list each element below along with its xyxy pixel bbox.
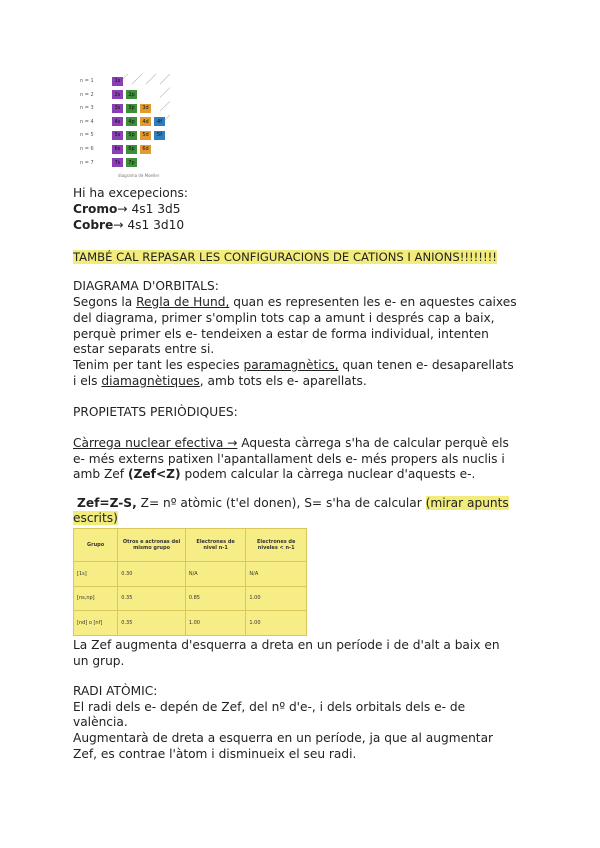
diagram-row <box>80 117 168 127</box>
orbital-cell: 2p <box>126 90 137 99</box>
text-span: Aquesta càrrega s'ha de calcular perquè els <box>237 436 509 450</box>
orbital-cell: 6d <box>140 145 151 154</box>
orbital-cell: 4f <box>154 117 165 126</box>
table-cell: 1.00 <box>185 611 246 636</box>
orbital-cell: 3s <box>112 104 123 113</box>
text-span: Tenim per tant les especies <box>73 358 244 372</box>
zef-inequality: (Zef<Z) <box>127 467 181 481</box>
text-span: quan tenen e- desaparellats <box>338 358 514 372</box>
text-span: amb Zef <box>73 467 128 481</box>
paramagnetic-term: paramagnètics, <box>243 358 339 372</box>
shell-label: n = 3 <box>80 105 94 112</box>
radius-line-3: Augmentarà de dreta a esquerra en un període, ja que al augmentar <box>73 731 494 745</box>
cobre-arrow: → <box>113 218 124 232</box>
filling-arrow <box>160 74 170 84</box>
exception-cromo <box>73 202 180 218</box>
text-span: quan es representen les e- en aquestes caixes <box>229 295 517 309</box>
orbital-cell: 5d <box>140 131 151 140</box>
exception-cobre <box>73 218 184 234</box>
diagram-row <box>80 103 154 113</box>
orbital-cell: 7s <box>112 158 123 167</box>
table-cell: 0.85 <box>185 586 246 611</box>
zef-formula <box>77 496 509 512</box>
periodic-heading: PROPIETATS PERIÒDIQUES: <box>73 405 238 419</box>
filling-arrow <box>160 88 170 98</box>
formula-highlight: (mirar apunts <box>425 496 509 510</box>
text-span: i els <box>73 374 102 388</box>
diagram-row <box>80 158 140 168</box>
highlight-note <box>73 250 497 266</box>
table-header: Grupo <box>74 529 118 562</box>
text-span: podem calcular la càrrega nuclear d'aquests e-. <box>180 467 476 481</box>
orbitals-line-1 <box>73 295 517 311</box>
diagram-row <box>80 76 126 86</box>
text-span: Segons la <box>73 295 137 309</box>
exceptions-intro: Hi ha excepecions: <box>73 186 188 200</box>
orbital-cell: 4p <box>126 117 137 126</box>
orbital-cell: 5p <box>126 131 137 140</box>
table-cell: [ns,np] <box>74 586 118 611</box>
orbital-cell: 5s <box>112 131 123 140</box>
table-header: Electrones de niveles < n-1 <box>246 529 307 562</box>
table-cell: N/A <box>185 562 246 587</box>
orbitals-heading: DIAGRAMA D'ORBITALS: <box>73 279 219 293</box>
diamagnetic-term: diamagnètiques <box>101 374 200 388</box>
cromo-value: 4s1 3d5 <box>127 202 181 216</box>
radius-line-4: Zef, es contrae l'àtom i disminueix el seu radi. <box>73 747 357 761</box>
table-cell: 0.30 <box>118 562 186 587</box>
shell-label: n = 1 <box>80 78 94 84</box>
zef-term: Càrrega nuclear efectiva → <box>73 436 238 450</box>
cromo-label: Cromo <box>73 202 118 216</box>
orbital-cell: 6s <box>112 145 123 154</box>
cobre-label: Cobre <box>73 218 114 232</box>
text-span: Z= nº atòmic (t'el donen), S= s'ha de calcular <box>136 496 426 510</box>
table-header: Electrones de nivel n-1 <box>185 529 246 562</box>
periodic-line-3 <box>73 467 475 483</box>
orbital-filling-diagram <box>80 74 190 184</box>
orbitals-line-2: del diagrama, primer s'omplin tots cap a amunt i després cap a baix, <box>73 311 495 325</box>
cromo-arrow: → <box>117 202 128 216</box>
shell-label: n = 6 <box>80 146 94 152</box>
zef-trend-line-2: un grup. <box>73 654 125 668</box>
table-cell: 1.00 <box>246 611 307 636</box>
cobre-value: 4s1 3d10 <box>123 218 185 232</box>
radius-heading: RADI ATÒMIC: <box>73 684 158 698</box>
orbitals-line-3: perquè primer els e- tendeixen a estar de forma individual, intenten <box>73 327 489 341</box>
diagram-row <box>80 90 140 100</box>
table-cell: [1s] <box>74 562 118 587</box>
table-cell: 0.35 <box>118 586 186 611</box>
orbital-cell: 2s <box>112 90 123 99</box>
orbital-cell: 3p <box>126 104 137 113</box>
radius-line-1: El radi dels e- depén de Zef, del nº d'e-, i dels orbitals dels e- de <box>73 700 466 714</box>
orbital-cell: 6p <box>126 145 137 154</box>
table-row <box>74 562 307 587</box>
shell-label: n = 5 <box>80 132 94 139</box>
table-cell: 0.35 <box>118 611 186 636</box>
orbitals-line-5 <box>73 358 514 374</box>
orbital-cell: 4d <box>140 117 151 126</box>
periodic-line-1 <box>73 436 509 452</box>
table-cell: 1.00 <box>246 586 307 611</box>
orbital-cell: 5f <box>154 131 165 140</box>
table-header: Otros e actronas del mismo grupo <box>118 529 186 562</box>
formula-highlight-cont: escrits) <box>73 511 118 525</box>
table-row <box>74 611 307 636</box>
shell-label: n = 2 <box>80 91 94 98</box>
filling-arrow <box>132 74 142 84</box>
filling-arrow <box>146 74 156 84</box>
orbital-cell: 3d <box>140 104 151 113</box>
table-row <box>74 586 307 611</box>
text-span: , amb tots els e- aparellats. <box>199 374 367 388</box>
table-cell: [nd] o [nf] <box>74 611 118 636</box>
diagram-caption: diagrama de Moeller <box>118 173 160 178</box>
table-header-row <box>74 529 307 562</box>
highlight-note-text: TAMBÉ CAL REPASAR LES CONFIGURACIONS DE CATIONS I ANIONS!!!!!!!! <box>73 250 497 264</box>
orbital-cell: 1s <box>112 77 123 86</box>
hund-rule-term: Regla de Hund, <box>136 295 230 309</box>
filling-arrow <box>160 101 170 111</box>
periodic-line-2: e- més externs patixen l'apantallament dels e- més propers als nuclis i <box>73 452 505 466</box>
shell-label: n = 4 <box>80 118 94 125</box>
diagram-row <box>80 144 154 154</box>
zef-trend-line-1: La Zef augmenta d'esquerra a dreta en un període i de d'alt a baix en <box>73 638 500 652</box>
shell-label: n = 7 <box>80 159 94 166</box>
zef-formula-bold: Zef=Z-S, <box>77 496 137 510</box>
radius-line-2: valència. <box>73 715 128 729</box>
diagram-row <box>80 130 168 140</box>
table-cell: N/A <box>246 562 307 587</box>
shielding-table <box>73 528 307 636</box>
zef-formula-cont <box>73 511 118 527</box>
orbital-cell: 4s <box>112 117 123 126</box>
orbitals-line-4: estar separats entre si. <box>73 342 215 356</box>
orbital-cell: 7p <box>126 158 137 167</box>
orbitals-line-6 <box>73 374 367 390</box>
